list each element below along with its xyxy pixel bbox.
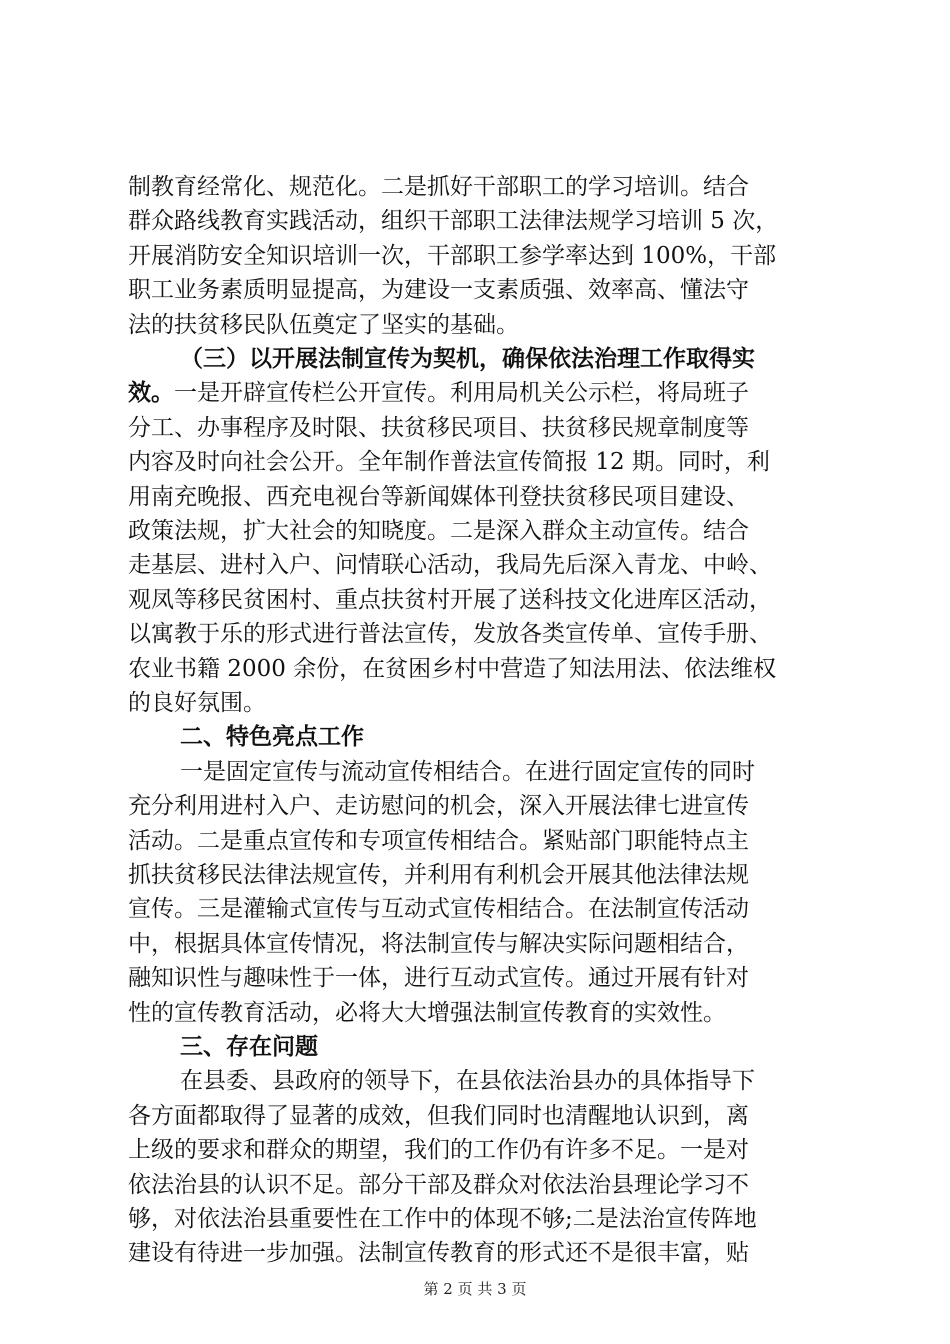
text-line	[128, 308, 828, 342]
line-text: 融知识性与趣味性于一体，进行互动式宣传。通过开展有针对	[128, 965, 749, 992]
line-text: 分工、办事程序及时限、扶贫移民项目、扶贫移民规章制度等	[128, 414, 749, 441]
line-text: 内容及时向社会公开。全年制作普法宣传简报 12 期。同时，利	[128, 449, 770, 476]
line-text: 职工业务素质明显提高，为建设一支素质强、效率高、懂法守	[128, 277, 749, 304]
text-line	[128, 1236, 828, 1270]
text-line	[128, 824, 828, 858]
text-line	[180, 1064, 830, 1098]
text-line	[128, 445, 828, 479]
text-line	[128, 996, 828, 1030]
line-text: 在县委、县政府的领导下，在县依法治县办的具体指导下	[180, 1068, 755, 1095]
text-line	[128, 376, 828, 410]
text-line	[128, 892, 828, 926]
line-text: 上级的要求和群众的期望，我们的工作仍有许多不足。一是对	[128, 1137, 749, 1164]
text-line	[128, 961, 828, 995]
text-line	[128, 583, 828, 617]
text-line	[180, 342, 830, 376]
text-line	[128, 411, 828, 445]
line-text: 宣传。三是灌输式宣传与互动式宣传相结合。在法制宣传活动	[128, 896, 749, 923]
line-text: 性的宣传教育活动，必将大大增强法制宣传教育的实效性。	[128, 999, 726, 1026]
line-text: 依法治县的认识不足。部分干部及群众对依法治县理论学习不	[128, 1171, 749, 1198]
text-line	[128, 239, 828, 273]
text-line	[128, 1133, 828, 1167]
line-text: 群众路线教育实践活动，组织干部职工法律法规学习培训 5 次，	[128, 208, 779, 235]
line-text: 观凤等移民贫困村、重点扶贫村开展了送科技文化进库区活动，	[128, 586, 772, 613]
page-footer: 第 2 页 共 3 页	[423, 1280, 527, 1298]
text-line	[128, 686, 828, 720]
text-line	[128, 548, 828, 582]
line-text: 一是固定宣传与流动宣传相结合。在进行固定宣传的同时	[180, 758, 755, 785]
line-text: 农业书籍 2000 余份，在贫困乡村中营造了知法用法、依法维权	[128, 655, 777, 682]
text-line	[128, 170, 828, 204]
text-line	[128, 1168, 828, 1202]
line-text: 一是开辟宣传栏公开宣传。利用局机关公示栏，将局班子	[174, 380, 749, 407]
line-text: 中，根据具体宣传情况，将法制宣传与解决实际问题相结合，	[128, 930, 749, 957]
line-text: 用南充晚报、西充电视台等新闻媒体刊登扶贫移民项目建设、	[128, 483, 749, 510]
line-text: 制教育经常化、规范化。二是抓好干部职工的学习培训。结合	[128, 174, 749, 200]
text-line	[128, 652, 828, 686]
line-text: 够，对依法治县重要性在工作中的体现不够;二是法治宣传阵地	[128, 1206, 757, 1232]
text-line	[180, 720, 830, 754]
line-text: 抓扶贫移民法律法规宣传，并利用有利机会开展其他法律法规	[128, 862, 749, 888]
text-line	[128, 1202, 828, 1236]
text-line	[128, 858, 828, 892]
line-text: 走基层、进村入户、问情联心活动，我局先后深入青龙、中岭、	[128, 552, 772, 579]
line-text: 政策法规，扩大社会的知晓度。二是深入群众主动宣传。结合	[128, 518, 749, 544]
bold-text: 效。	[128, 379, 174, 407]
text-line	[128, 1099, 828, 1133]
text-line	[128, 789, 828, 823]
bold-text: 二、特色亮点工作	[180, 723, 364, 751]
line-text: 活动。二是重点宣传和专项宣传相结合。紧贴部门职能特点主	[128, 827, 749, 854]
text-line	[180, 1030, 830, 1064]
text-line	[128, 480, 828, 514]
text-line	[180, 755, 830, 789]
text-line	[128, 273, 828, 307]
text-line	[128, 514, 828, 548]
text-line	[128, 204, 828, 238]
line-text: 的良好氛围。	[128, 690, 266, 716]
line-text: 法的扶贫移民队伍奠定了坚实的基础。	[128, 311, 519, 338]
bold-text: 三、存在问题	[180, 1033, 318, 1060]
line-text: 以寓教于乐的形式进行普法宣传，发放各类宣传单、宣传手册、	[128, 621, 772, 648]
line-text: 充分利用进村入户、走访慰问的机会，深入开展法律七进宣传	[128, 793, 749, 820]
bold-text: （三）以开展法制宣传为契机，确保依法治理工作取得实	[180, 345, 755, 372]
line-text: 开展消防安全知识培训一次，干部职工参学率达到 100%，干部	[128, 242, 777, 269]
text-line	[128, 927, 828, 961]
line-text: 建设有待进一步加强。法制宣传教育的形式还不是很丰富，贴	[128, 1240, 749, 1267]
line-text: 各方面都取得了显著的成效，但我们同时也清醒地认识到，离	[128, 1102, 749, 1129]
text-line	[128, 617, 828, 651]
